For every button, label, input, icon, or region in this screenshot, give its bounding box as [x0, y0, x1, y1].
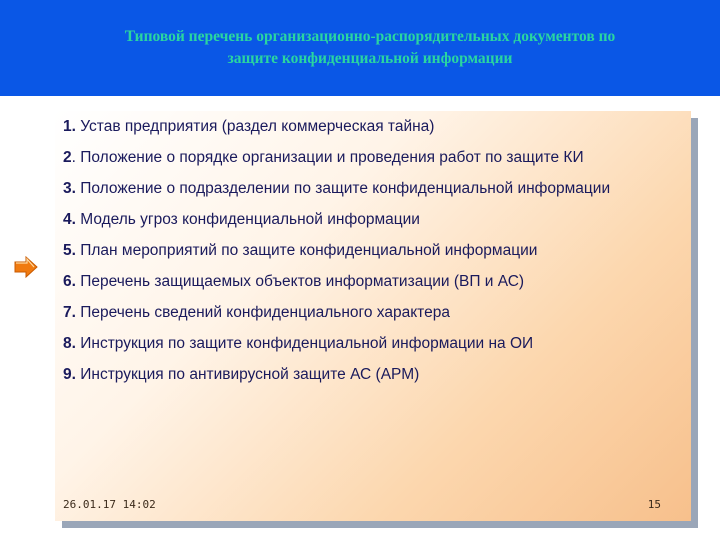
item-text: Инструкция по защите конфиденциальной информации на ОИ — [75, 335, 534, 352]
item-text: Положение о подразделении по защите конфиденциальной информации — [75, 180, 611, 197]
slide-date: 26.01.17 14:02 — [63, 498, 156, 511]
list-item — [63, 365, 681, 385]
item-text: Перечень защищаемых объектов информатизации (ВП и АС) — [75, 273, 525, 290]
list-item — [63, 117, 681, 137]
item-number: 4. — [63, 211, 76, 228]
item-text: Модель угроз конфиденциальной информации — [75, 211, 420, 228]
slide-header — [0, 0, 720, 96]
list-item — [63, 334, 681, 354]
item-text: Перечень сведений конфиденциального характера — [75, 304, 450, 321]
list-item — [63, 272, 681, 292]
item-number: 8. — [63, 335, 76, 352]
list-item — [63, 241, 681, 261]
document-list-panel — [55, 111, 691, 521]
item-number: 9. — [63, 366, 76, 383]
item-number: 3. — [63, 180, 76, 197]
item-number: 5. — [63, 242, 76, 259]
item-number: 7. — [63, 304, 76, 321]
item-number: 1. — [63, 118, 76, 135]
item-text: Инструкция по антивирусной защите АС (АРМ) — [75, 366, 420, 383]
list-item — [63, 210, 681, 230]
list-item — [63, 148, 681, 168]
item-number: 2 — [63, 149, 72, 166]
right-arrow-icon — [14, 256, 38, 278]
slide-page-number: 15 — [647, 498, 661, 511]
list-item — [63, 303, 681, 323]
slide-title: Типовой перечень организационно-распорядительных документов по защите конфиденциальной информации — [124, 28, 616, 67]
item-text: . Положение о порядке организации и проведения работ по защите КИ — [71, 149, 584, 166]
item-number: 6. — [63, 273, 76, 290]
item-text: Устав предприятия (раздел коммерческая тайна) — [75, 118, 435, 135]
document-list — [63, 117, 681, 385]
list-item — [63, 179, 681, 199]
item-text: План мероприятий по защите конфиденциальной информации — [75, 242, 538, 259]
